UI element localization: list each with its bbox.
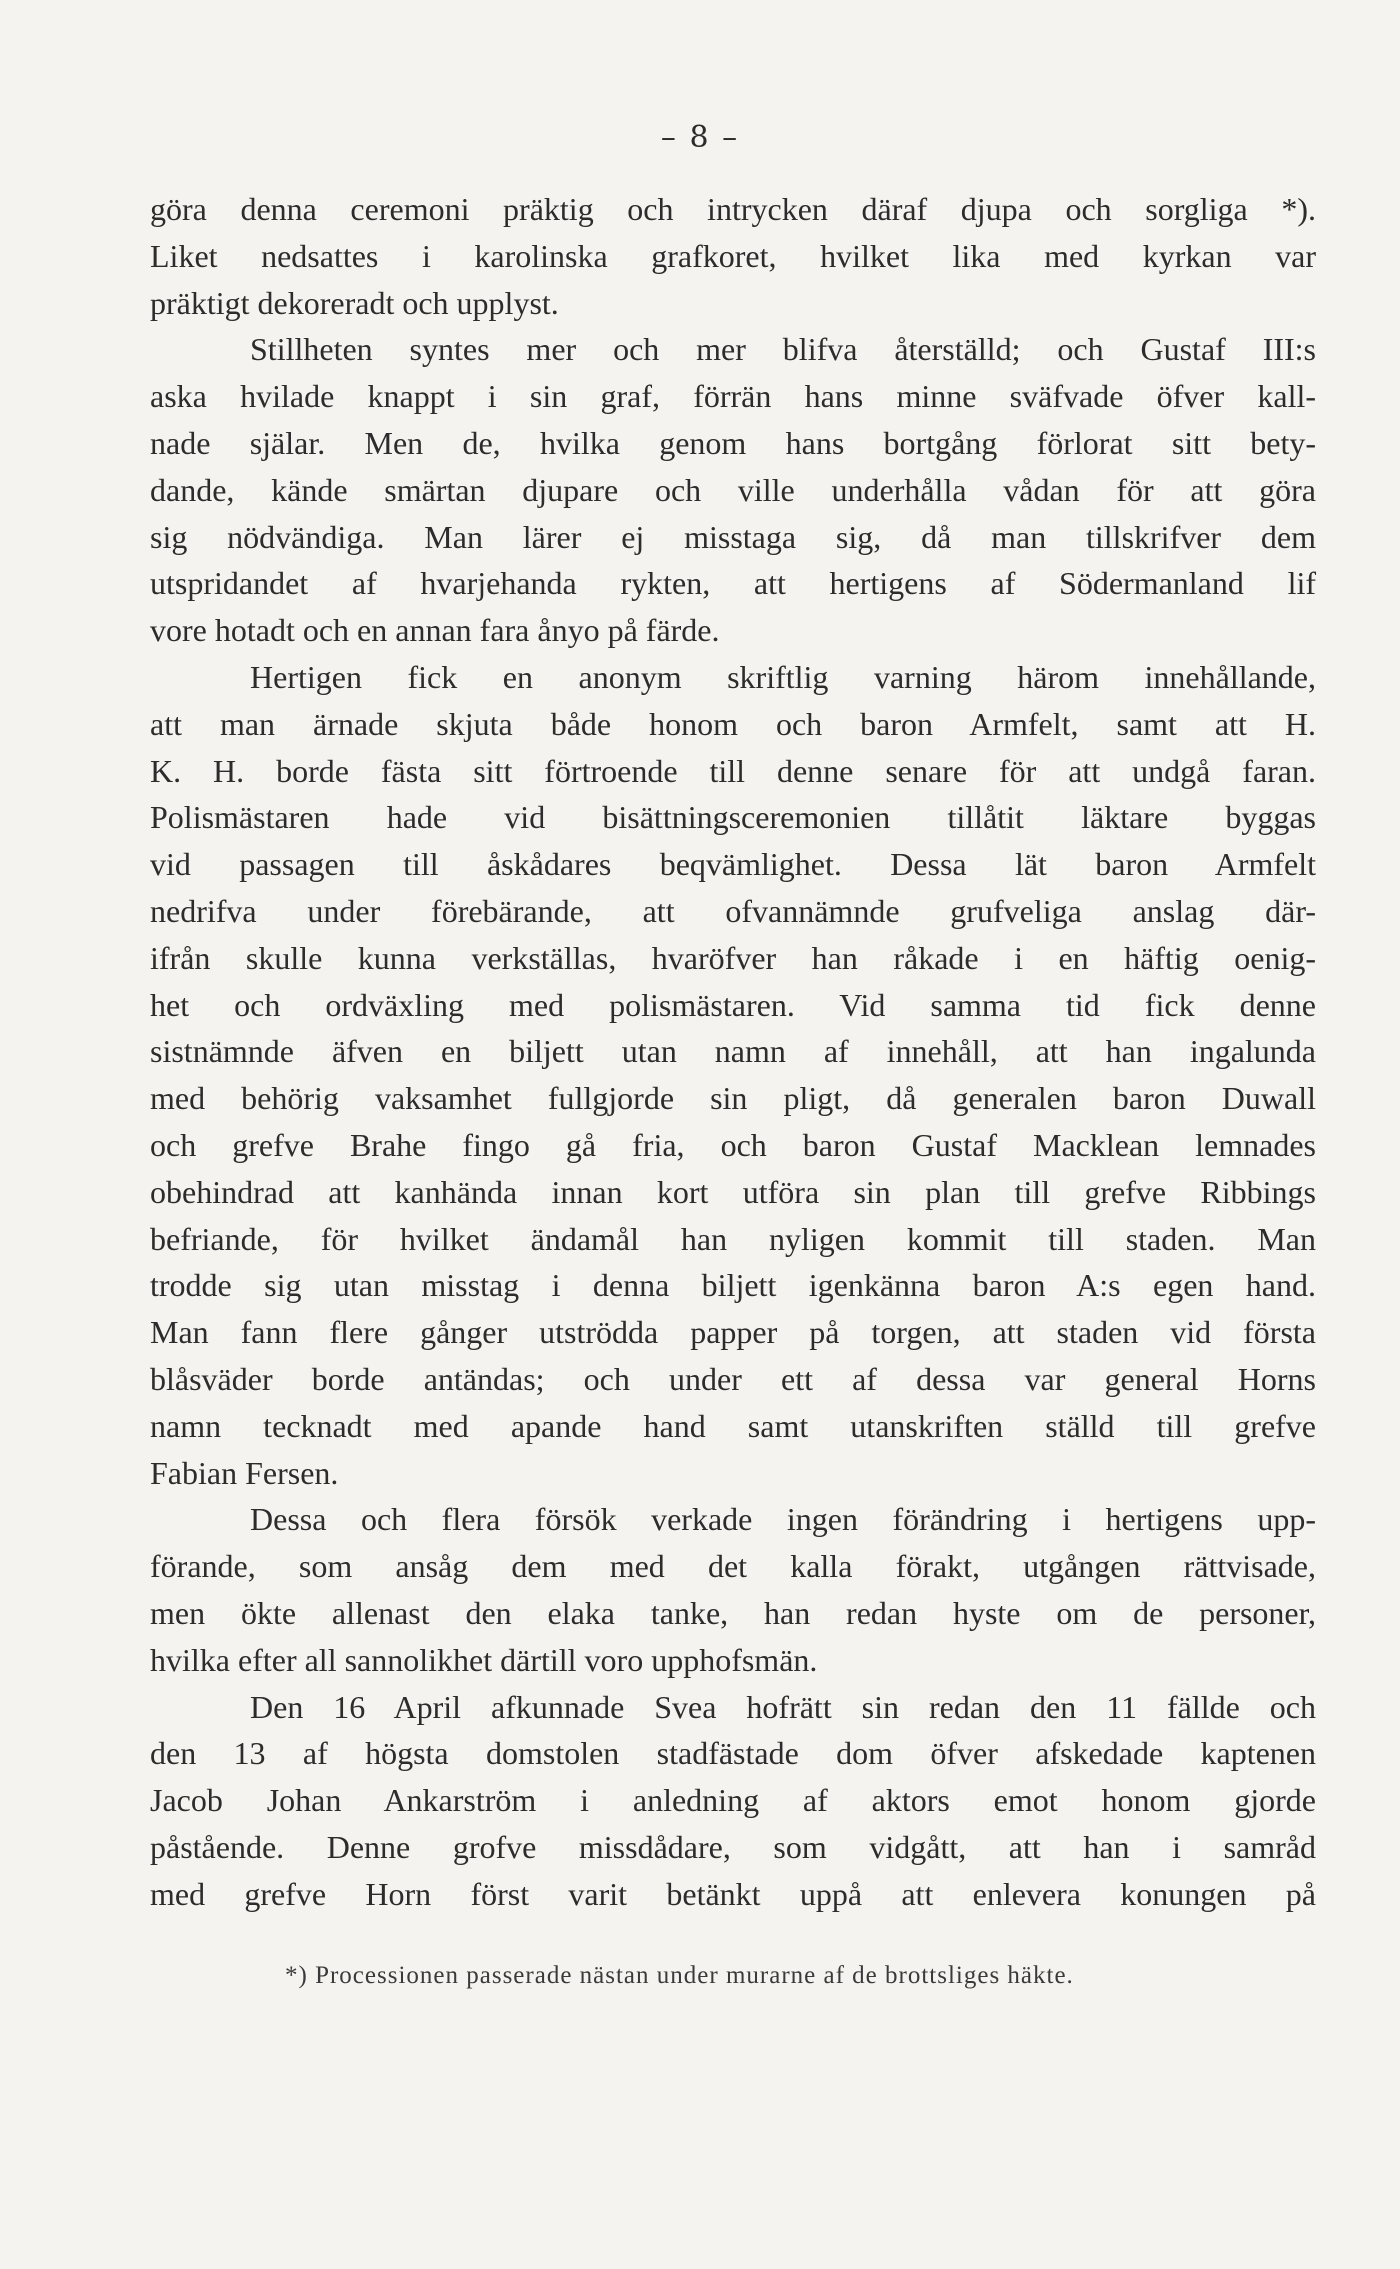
paragraph [150,654,1316,1496]
text-line: förande, som ansåg dem med det kalla förakt, utgången rättvisade, [150,1548,1316,1585]
text-line: K. H. borde fästa sitt förtroende till denne senare för att undgå faran. [150,752,1316,789]
paragraph [150,1496,1316,1683]
text-line: och grefve Brahe fingo gå fria, och baron Gustaf Macklean lemnades [150,1126,1316,1163]
text-line: Jacob Johan Ankarström i anledning af aktors emot honom gjorde [150,1782,1316,1819]
footnote: *) Processionen passerade nästan under murarne af de brottsliges häkte. [285,1962,1074,1989]
text-line: dande, kände smärtan djupare och ville underhålla vådan för att göra [150,471,1316,508]
body-text [150,186,1316,1917]
paragraph [150,186,1316,326]
text-line: att man ärnade skjuta både honom och baron Armfelt, samt att H. [150,705,1316,742]
text-line: ifrån skulle kunna verkställas, hvaröfver han råkade i en häftig oenig- [150,939,1316,976]
text-line: Fabian Fersen. [150,1454,339,1491]
text-line: men ökte allenast den elaka tanke, han redan hyste om de personer, [150,1594,1316,1631]
text-line: nedrifva under förebärande, att ofvannämnde grufveliga anslag där- [150,892,1316,929]
paragraph [150,326,1316,654]
text-line: blåsväder borde antändas; och under ett af dessa var general Horns [150,1360,1316,1397]
text-line: hvilka efter all sannolikhet därtill voro upphofsmän. [150,1641,818,1678]
text-line: Liket nedsattes i karolinska grafkoret, hvilket lika med kyrkan var [150,237,1316,274]
text-line: obehindrad att kanhända innan kort utföra sin plan till grefve Ribbings [150,1173,1316,1210]
text-line: Polismästaren hade vid bisättningsceremonien tillåtit läktare byggas [150,799,1316,836]
text-line: med behörig vaksamhet fullgjorde sin pligt, då generalen baron Duwall [150,1080,1316,1117]
text-line: göra denna ceremoni präktig och intrycken däraf djupa och sorgliga *). [150,191,1316,227]
text-line: vore hotadt och en annan fara ånyo på färde. [150,612,720,649]
text-line: Hertigen fick en anonym skriftlig varning härom innehållande, [250,658,1316,695]
text-line: den 13 af högsta domstolen stadfästade dom öfver afskedade kaptenen [150,1735,1316,1772]
text-line: utspridandet af hvarjehanda rykten, att hertigens af Södermanland lif [150,565,1316,602]
text-line: trodde sig utan misstag i denna biljett igenkänna baron A:s egen hand. [150,1267,1316,1304]
text-line: präktigt dekoreradt och upplyst. [150,284,559,321]
text-line: Den 16 April afkunnade Svea hofrätt sin redan den 11 fällde och [250,1688,1316,1725]
text-line: befriande, för hvilket ändamål han nyligen kommit till staden. Man [150,1220,1316,1257]
text-line: Man fann flere gånger utströdda papper på torgen, att staden vid första [150,1314,1316,1351]
text-line: nade själar. Men de, hvilka genom hans bortgång förlorat sitt bety- [150,424,1316,461]
text-line: sig nödvändiga. Man lärer ej misstaga sig, då man tillskrifver dem [150,518,1316,555]
text-line: med grefve Horn först varit betänkt uppå att enlevera konungen på [150,1875,1316,1912]
page-number: – 8 – [660,120,740,155]
text-line: het och ordväxling med polismästaren. Vid samma tid fick denne [150,986,1316,1023]
paragraph [150,1684,1316,1918]
text-line: namn tecknadt med apande hand samt utanskriften ställd till grefve [150,1407,1316,1444]
text-line: påstående. Denne grofve missdådare, som vidgått, att han i samråd [150,1828,1316,1865]
text-line: Dessa och flera försök verkade ingen förändring i hertigens upp- [250,1501,1316,1538]
text-line: Stillheten syntes mer och mer blifva återställd; och Gustaf III:s [250,331,1316,368]
text-line: aska hvilade knappt i sin graf, förrän hans minne sväfvade öfver kall- [150,378,1316,415]
text-line: sistnämnde äfven en biljett utan namn af innehåll, att han ingalunda [150,1033,1316,1070]
text-line: vid passagen till åskådares beqvämlighet. Dessa lät baron Armfelt [150,846,1316,883]
